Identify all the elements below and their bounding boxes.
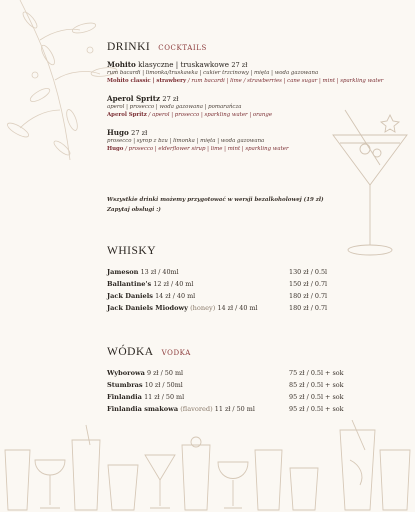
item-name: Finlandia smakowa [107,405,179,413]
item-flavor: (honey) [190,304,216,312]
price-bottle: 85 zł / 0.5l + sok [289,381,344,389]
drink-price: 27 zł [162,95,179,104]
table-row [107,391,343,403]
price-glass: 14 zł / 40 ml [155,292,196,300]
drink-name: Aperol Spritz [107,94,161,104]
note-price: (19 zł) [303,197,324,203]
note-line-2 [107,205,324,215]
drink-ingredients-pl: rum bacardi | limonka/truskawka | cukier trzcinowy | mięta | woda gazowana [107,70,319,76]
non-alcoholic-note [107,195,324,215]
price-glass: 13 zł / 40ml [140,268,179,276]
drink-price: 27 zł [231,61,248,69]
price-bottle: 180 zł / 0.7l [289,304,328,312]
drink-name-en: Mohito classic | strawbery [107,77,187,84]
price-glass: 11 zł / 50 ml [144,393,185,401]
cocktail-list [107,60,387,161]
vodka-section-title [107,346,191,358]
price-bottle: 95 zł / 0.5l + sok [289,393,344,401]
vodka-title: WÓDKA [107,346,154,358]
whisky-title: WHISKY [107,245,156,257]
table-row [107,290,327,302]
drink-name: Hugo [107,128,129,138]
item-name: Ballantine's [107,280,152,288]
drink-name-line [107,60,387,70]
price-bottle: 180 zł / 0.7l [289,292,328,300]
whisky-section-title [107,245,156,257]
table-row [107,302,327,314]
drink-name-en: Aperol Spritz [107,111,147,118]
price-bottle: 150 zł / 0.7l [289,280,328,288]
drink-ingredients-pl: aperol | prosecco | woda gazowana | pomarańcza [107,104,242,111]
item-name: Jack Daniels [107,292,153,300]
price-glass: 10 zł / 50ml [144,381,183,389]
table-row [107,278,327,290]
item-name: Jack Daniels Miodowy [107,304,188,312]
price-bottle: 130 zł / 0.5l [289,268,328,276]
drinks-title: DRINKI [107,41,151,53]
price-glass: 9 zł / 50 ml [147,369,184,377]
table-row [107,367,343,379]
drink-name-line [107,94,387,104]
drink-english-line: Mohito classic | strawbery / rum bacardi | lime / strawberries | cane sugar | mint | sparkling water [107,77,384,84]
item-name: Jameson [107,268,139,276]
drink-ingredients-en: rum bacardi | lime / strawberries | cane sugar | mint | sparkling water [191,77,384,84]
cocktail-glasses-illustration [0,420,415,512]
table-row [107,266,327,278]
price-glass: 12 zł / 40 ml [153,280,194,288]
drink-name-en: Hugo [107,145,124,152]
price-glass: 14 zł / 40 ml [217,304,258,312]
table-row [107,403,343,415]
drink-english-line: Aperol Spritz / aperol | prosecco | sparkling water | orange [107,111,273,118]
drink-item-mohito [107,60,387,85]
price-bottle: 75 zł / 0.5l + sok [289,369,344,377]
item-name: Stumbras [107,381,143,389]
vodka-subtitle: VODKA [161,349,191,357]
price-bottle: 95 zł / 0.5l + sok [289,405,344,413]
drink-name: Mohito [107,60,136,69]
item-name: Finlandia [107,393,142,401]
drinks-subtitle: COCKTAILS [158,44,207,52]
item-flavor: (flavored) [180,405,213,413]
vodka-table [107,367,343,415]
drink-item-hugo [107,128,387,153]
whisky-table [107,266,327,314]
note-line-1 [107,195,324,205]
note-ask-staff: Zapytaj obsługi :) [107,207,161,213]
drink-price: 27 zł [131,129,148,138]
drink-name-line [107,128,387,138]
drinks-section-title [107,41,207,53]
drink-item-aperol [107,94,387,119]
item-name: Wyborowa [107,369,145,377]
drink-ingredients-en: prosecco | elderflower sirup | lime | mint | sparkling water [128,145,289,152]
drink-name-variants: klasyczne | truskawkowe [135,60,230,69]
drink-ingredients-pl: prosecco | syrop z bzu | limonka | mięta | woda gazowana [107,138,265,145]
drink-ingredients-en: aperol | prosecco | sparkling water | orange [152,111,273,118]
note-text: Wszystkie drinki możemy przygotować w wersji bezalkoholowej [107,197,302,203]
price-glass: 11 zł / 50 ml [214,405,255,413]
drink-english-line: Hugo / prosecco | elderflower sirup | lime | mint | sparkling water [107,145,289,152]
table-row [107,379,343,391]
